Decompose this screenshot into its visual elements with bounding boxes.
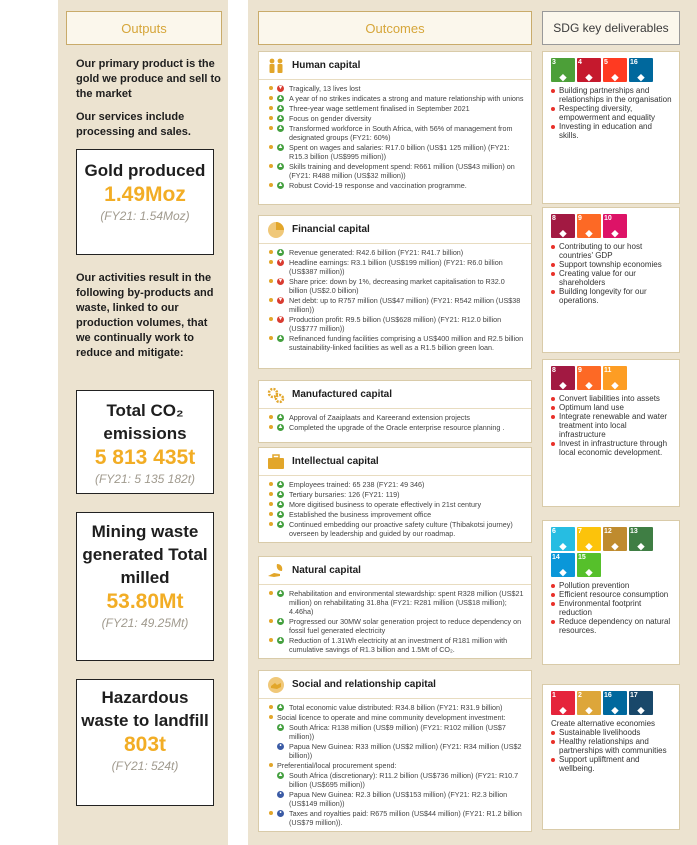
capital-list-item	[269, 258, 525, 276]
capital-header	[259, 671, 531, 699]
bullet-dot	[269, 183, 273, 187]
capital-list-text: Focus on gender diversity	[289, 114, 372, 123]
capital-list-text: Reduction of 1.31Wh electricity at an investment of R181 million with cumulative savings of R1.3 billion and 1.5Mt of CO₂.	[289, 636, 508, 654]
sdg-glyph-icon: ◆	[559, 541, 567, 551]
capital-list-item	[269, 181, 525, 190]
sdg-list-item: Healthy relationships and partnerships with communities	[551, 737, 673, 755]
capital-list-text: Rehabilitation and environmental stewardship: spent R328 million (US$21 million) on rehabilitating 31.8ha (FY21: R281 million (US$18 million); 4.46ha)	[289, 589, 524, 616]
kpi-value: 803t	[123, 733, 167, 756]
kpi-total-co2	[76, 390, 214, 494]
sdg-icons	[543, 521, 679, 581]
trend-up-icon: ▲	[277, 414, 284, 420]
sdg-manufactured-panel	[542, 359, 680, 507]
sdg-glyph-icon: ◆	[559, 228, 567, 238]
trend-neutral-icon: •	[277, 791, 284, 798]
capital-list-item	[269, 162, 525, 180]
capital-list-item	[269, 809, 525, 827]
sdg-list	[543, 86, 679, 146]
capital-list-item	[269, 104, 525, 113]
capital-list-item	[269, 94, 525, 103]
sdg-list-item: Optimum land use	[551, 403, 673, 412]
capital-list-item	[269, 703, 525, 712]
capital-list-item	[269, 636, 525, 654]
kpi-prev: (FY21: 1.54Moz)	[100, 209, 190, 223]
capital-list-item	[269, 413, 525, 422]
sdg-list-item: Support upliftment and wellbeing.	[551, 755, 673, 773]
sdg-goal-number: 10	[604, 215, 612, 222]
kpi-prev: (FY21: 5 135 182t)	[94, 472, 196, 486]
bullet-dot	[269, 260, 273, 264]
capital-list-text: Transformed workforce in South Africa, with 56% of management from designated groups (FY21: 60%)	[289, 124, 513, 142]
sdg-goal-number: 7	[578, 528, 582, 535]
trend-down-icon: ▼	[277, 85, 284, 91]
sdg-goal-icon	[577, 366, 601, 390]
sdg-goal-icon	[551, 58, 575, 82]
sdg-goal-number: 4	[578, 59, 582, 66]
trend-up-icon: ▲	[277, 501, 284, 507]
sdg-goal-number: 5	[604, 59, 608, 66]
trend-up-icon: ▲	[277, 95, 284, 101]
sdg-list-item: Respecting diversity, empowerment and equality	[551, 104, 673, 122]
sdg-goal-number: 6	[552, 528, 556, 535]
trend-up-icon: ▲	[277, 590, 284, 596]
sdg-goal-number: 12	[604, 528, 612, 535]
sdg-list	[543, 394, 679, 463]
kpi-value: 53.80Mt	[106, 590, 184, 613]
capital-title: Manufactured capital	[292, 389, 393, 400]
handshake-icon	[267, 676, 285, 694]
capital-list-text: More digitised business to operate effectively in 21st century	[289, 500, 482, 509]
outcomes-header: Outcomes	[258, 11, 532, 45]
sdg-goal-number: 9	[578, 215, 582, 222]
kpi-mining-waste	[76, 512, 214, 661]
sdg-goal-icon	[577, 527, 601, 551]
sdg-glyph-icon: ◆	[585, 541, 593, 551]
sdg-natural-panel	[542, 520, 680, 665]
kpi-value: 1.49Moz	[104, 183, 186, 206]
sdg-goal-icon	[629, 527, 653, 551]
sdg-list-item: Integrate renewable and water treatment into local infrastructure	[551, 412, 673, 439]
capital-list-item	[269, 248, 525, 257]
sdg-list	[543, 242, 679, 311]
capital-list-text: Employees trained: 65 238 (FY21: 49 346)	[289, 480, 425, 489]
trend-up-icon: ▲	[277, 182, 284, 188]
sdg-list-item: Building longevity for our operations.	[551, 287, 673, 305]
capital-list	[259, 409, 531, 437]
capital-list-text: Refinanced funding facilities comprising a US$400 million and R2.5 billion sustainability-linked facilities as well as a R1.5 billion green loan.	[289, 334, 524, 352]
bullet-dot	[269, 522, 273, 526]
trend-up-icon: ▲	[277, 637, 284, 643]
sdg-glyph-icon: ◆	[559, 380, 567, 390]
sdg-goal-number: 1	[552, 692, 556, 699]
capital-list-text: Revenue generated: R42.6 billion (FY21: R41.7 billion)	[289, 248, 464, 257]
capital-list-text: Papua New Guinea: R33 million (US$2 million) (FY21: R34 million (US$2 billion))	[289, 742, 522, 760]
sdg-icons	[543, 360, 679, 394]
capital-list-text: Papua New Guinea: R2.3 billion (US$153 million) (FY21: R2.3 billion (US$149 million))	[289, 790, 508, 808]
capital-list-text: Share price: down by 1%, decreasing market capitalisation to R32.0 billion (US$2.0 billion)	[289, 277, 505, 295]
capital-list-text: Approval of Zaaiplaats and Kareerand extension projects	[289, 413, 470, 422]
capital-list-text: Headline earnings: R3.1 billion (US$199 million) (FY21: R6.0 billion (US$387 million))	[289, 258, 503, 276]
bullet-dot	[269, 619, 273, 623]
capital-list-item	[269, 277, 525, 295]
sdg-glyph-icon: ◆	[585, 228, 593, 238]
sdg-list	[543, 719, 679, 779]
sdg-list-item: Creating value for our shareholders	[551, 269, 673, 287]
sdg-goal-icon	[603, 691, 627, 715]
bullet-dot	[269, 279, 273, 283]
sdg-goal-icon	[551, 691, 575, 715]
bullet-dot	[269, 492, 273, 496]
sdg-list-item: Efficient resource consumption	[551, 590, 673, 599]
capital-list-item	[269, 589, 525, 616]
trend-up-icon: ▲	[277, 144, 284, 150]
trend-up-icon: ▲	[277, 772, 284, 778]
bullet-dot	[269, 638, 273, 642]
trend-up-icon: ▲	[277, 424, 284, 430]
capital-list-item	[269, 84, 525, 93]
capital-list-item	[269, 114, 525, 123]
sdg-goal-icon	[603, 366, 627, 390]
capital-list-item	[269, 296, 525, 314]
capital-list	[259, 476, 531, 543]
capital-list	[259, 80, 531, 195]
bullet-dot	[269, 317, 273, 321]
natural-capital-panel	[258, 556, 532, 659]
capital-list-text: Progressed our 30MW solar generation project to reduce dependency on fossil fuel generated electricity	[289, 617, 522, 635]
sdg-goal-number: 16	[604, 692, 612, 699]
capital-header	[259, 216, 531, 244]
sdg-goal-icon	[577, 691, 601, 715]
kpi-gold-produced	[76, 149, 214, 255]
bullet-dot	[269, 336, 273, 340]
sdg-financial-panel	[542, 207, 680, 353]
capital-list-text: Social licence to operate and mine community development investment:	[277, 713, 506, 722]
bullet-dot	[269, 106, 273, 110]
capital-list-text: Continued embedding our proactive safety culture (Thibakotsi journey) overseen by leadership and guided by our roadmap.	[289, 520, 513, 538]
sdg-list-item: Investing in education and skills.	[551, 122, 673, 140]
sdg-glyph-icon: ◆	[585, 72, 593, 82]
capital-list-item	[269, 315, 525, 333]
sdg-glyph-icon: ◆	[611, 705, 619, 715]
kpi-title: Total CO₂ emissions	[103, 401, 187, 443]
capital-list-item	[269, 617, 525, 635]
sdg-list-item: Convert liabilities into assets	[551, 394, 673, 403]
sdg-glyph-icon: ◆	[559, 705, 567, 715]
sdg-glyph-icon: ◆	[611, 380, 619, 390]
capital-list-text: Taxes and royalties paid: R675 million (US$44 million) (FY21: R1.2 billion (US$79 million)).	[289, 809, 522, 827]
capital-title: Financial capital	[292, 224, 370, 235]
capital-list-text: Production profit: R9.5 billion (US$628 million) (FY21: R12.0 billion (US$777 million))	[289, 315, 502, 333]
trend-up-icon: ▲	[277, 521, 284, 527]
bullet-dot	[269, 763, 273, 767]
sdg-goal-number: 16	[630, 59, 638, 66]
bullet-dot	[269, 512, 273, 516]
gears-icon	[267, 386, 285, 404]
sdg-goal-icon	[551, 366, 575, 390]
sdg-goal-icon	[629, 58, 653, 82]
capital-list-item	[269, 480, 525, 489]
kpi-title: Mining waste generated Total milled	[82, 522, 208, 587]
trend-down-icon: ▼	[277, 278, 284, 284]
capital-list-text: Tertiary bursaries: 126 (FY21: 119)	[289, 490, 400, 499]
outputs-header: Outputs	[66, 11, 222, 45]
trend-up-icon: ▲	[277, 335, 284, 341]
capital-header	[259, 557, 531, 585]
financial-capital-panel	[258, 215, 532, 369]
bullet-dot	[269, 86, 273, 90]
sdg-goal-icon	[577, 214, 601, 238]
trend-neutral-icon: •	[277, 743, 284, 750]
capital-list-text: South Africa (discretionary): R11.2 billion (US$736 million) (FY21: R10.7 billion (US$695 million))	[289, 771, 519, 789]
trend-up-icon: ▲	[277, 481, 284, 487]
sdg-goal-icon	[603, 214, 627, 238]
sdg-list-item: Invest in infrastructure through local economic development.	[551, 439, 673, 457]
sdg-goal-number: 15	[578, 554, 586, 561]
sdg-lead-text: Create alternative economies	[551, 719, 656, 728]
sdg-list-item: Environmental footprint reduction	[551, 599, 673, 617]
sdg-glyph-icon: ◆	[637, 72, 645, 82]
sdg-glyph-icon: ◆	[585, 567, 593, 577]
capital-list-item	[269, 490, 525, 499]
bullet-dot	[269, 145, 273, 149]
sdg-goal-number: 2	[578, 692, 582, 699]
trend-up-icon: ▲	[277, 249, 284, 255]
sdg-glyph-icon: ◆	[637, 705, 645, 715]
trend-down-icon: ▼	[277, 316, 284, 322]
trend-up-icon: ▲	[277, 491, 284, 497]
sdg-social-panel	[542, 684, 680, 830]
services-text: Our services include processing and sales.	[76, 111, 191, 138]
kpi-value: 5 813 435t	[94, 446, 196, 469]
trend-up-icon: ▲	[277, 704, 284, 710]
trend-up-icon: ▲	[277, 724, 284, 730]
capital-list-item	[269, 723, 525, 741]
sdg-goal-icon	[577, 553, 601, 577]
sdg-glyph-icon: ◆	[611, 72, 619, 82]
capital-list-text: Three-year wage settlement finalised in September 2021	[289, 104, 470, 113]
sdg-goal-icon	[603, 527, 627, 551]
bullet-dot	[269, 250, 273, 254]
sdg-list-item: Building partnerships and relationships in the organisation	[551, 86, 673, 104]
sdg-goal-number: 14	[552, 554, 560, 561]
sdg-goal-number: 8	[552, 367, 556, 374]
sdg-goal-number: 13	[630, 528, 638, 535]
activities-text: Our activities result in the following by-products and waste, linked to our production volumes, that we continually work to reduce and mitigate:	[76, 272, 214, 359]
capital-list-text: Total economic value distributed: R34.8 billion (FY21: R31.9 billion)	[289, 703, 503, 712]
capital-list	[259, 585, 531, 659]
trend-up-icon: ▲	[277, 105, 284, 111]
capital-list-item	[269, 790, 525, 808]
sdg-glyph-icon: ◆	[637, 541, 645, 551]
sdg-goal-number: 11	[604, 367, 612, 374]
capital-list-text: South Africa: R138 million (US$9 million) (FY21: R102 million (US$7 million))	[289, 723, 506, 741]
social-capital-panel	[258, 670, 532, 832]
capital-list	[259, 699, 531, 832]
sdg-list-item: Sustainable livelihoods	[551, 728, 673, 737]
trend-up-icon: ▲	[277, 163, 284, 169]
bullet-dot	[269, 705, 273, 709]
capital-list-text: Completed the upgrade of the Oracle enterprise resource planning .	[289, 423, 505, 432]
sdg-icons	[543, 208, 679, 242]
sdg-goal-icon	[629, 691, 653, 715]
capital-title: Human capital	[292, 60, 361, 71]
people-icon	[267, 57, 285, 75]
capital-header	[259, 448, 531, 476]
capital-list-item	[269, 124, 525, 142]
capital-list-item	[269, 761, 525, 770]
kpi-title: Hazardous waste to landfill	[81, 688, 209, 730]
sdg-icons	[543, 685, 679, 719]
manufactured-capital-panel	[258, 380, 532, 443]
capital-title: Social and relationship capital	[292, 679, 436, 690]
capital-list-item	[269, 520, 525, 538]
sdg-goal-icon	[551, 214, 575, 238]
sdg-list	[543, 581, 679, 641]
sdg-goal-number: 8	[552, 215, 556, 222]
trend-neutral-icon: •	[277, 810, 284, 817]
sdg-list-item: Support township economies	[551, 260, 673, 269]
capital-header	[259, 52, 531, 80]
sdg-human-panel	[542, 51, 680, 204]
bullet-dot	[269, 591, 273, 595]
sdg-glyph-icon: ◆	[585, 705, 593, 715]
intellectual-capital-panel	[258, 447, 532, 543]
capital-list	[259, 244, 531, 357]
capital-list-text: Robust Covid-19 response and vaccination programme.	[289, 181, 467, 190]
sdg-goal-number: 3	[552, 59, 556, 66]
bullet-dot	[269, 96, 273, 100]
trend-up-icon: ▲	[277, 618, 284, 624]
capital-list-item	[269, 143, 525, 161]
kpi-title: Gold produced	[84, 161, 206, 180]
bullet-dot	[269, 415, 273, 419]
sdg-glyph-icon: ◆	[559, 567, 567, 577]
capital-list-text: Tragically, 13 lives lost	[289, 84, 361, 93]
sdg-icons	[543, 52, 679, 86]
sdg-list-item: Contributing to our host countries' GDP	[551, 242, 673, 260]
trend-down-icon: ▼	[277, 297, 284, 303]
trend-up-icon: ▲	[277, 115, 284, 121]
bullet-dot	[269, 164, 273, 168]
capital-list-item	[269, 334, 525, 352]
sdg-list-item: Reduce dependency on natural resources.	[551, 617, 673, 635]
hand-leaf-icon	[267, 562, 285, 580]
trend-up-icon: ▲	[277, 511, 284, 517]
capital-header	[259, 381, 531, 409]
capital-list-text: Preferential/local procurement spend:	[277, 761, 397, 770]
bullet-dot	[269, 116, 273, 120]
sdg-goal-icon	[603, 58, 627, 82]
capital-list-item	[269, 771, 525, 789]
sdg-header: SDG key deliverables	[542, 11, 680, 45]
bullet-dot	[269, 298, 273, 302]
capital-list-item	[269, 742, 525, 760]
capital-list-item	[269, 510, 525, 519]
sdg-glyph-icon: ◆	[585, 380, 593, 390]
pie-chart-icon	[267, 221, 285, 239]
sdg-list-item: Pollution prevention	[551, 581, 673, 590]
capital-title: Intellectual capital	[292, 456, 379, 467]
sdg-glyph-icon: ◆	[611, 541, 619, 551]
bullet-dot	[269, 715, 273, 719]
sdg-glyph-icon: ◆	[611, 228, 619, 238]
capital-list-text: A year of no strikes indicates a strong and mature relationship with unions	[289, 94, 524, 103]
capital-list-text: Net debt: up to R757 million (US$47 million) (FY21: R542 million (US$38 million))	[289, 296, 521, 314]
bullet-dot	[269, 425, 273, 429]
trend-down-icon: ▼	[277, 259, 284, 265]
capital-list-item	[269, 423, 525, 432]
capital-list-text: Spent on wages and salaries: R17.0 billion (US$1 125 million) (FY21: R15.3 billion (US$995 million))	[289, 143, 510, 161]
capital-list-text: Skills training and development spend: R661 million (US$43 million) on (FY21: R488 million (US$32 million))	[289, 162, 515, 180]
bullet-dot	[269, 126, 273, 130]
capital-list-text: Established the business improvement office	[289, 510, 432, 519]
human-capital-panel	[258, 51, 532, 205]
sdg-goal-icon	[577, 58, 601, 82]
bullet-dot	[269, 502, 273, 506]
sdg-goal-number: 17	[630, 692, 638, 699]
bullet-dot	[269, 811, 273, 815]
sdg-goal-number: 9	[578, 367, 582, 374]
sdg-goal-icon	[551, 553, 575, 577]
trend-up-icon: ▲	[277, 125, 284, 131]
bullet-dot	[269, 482, 273, 486]
kpi-prev: (FY21: 524t)	[111, 759, 179, 773]
kpi-hazardous-waste	[76, 679, 214, 806]
kpi-prev: (FY21: 49.25Mt)	[101, 616, 189, 630]
primary-product-text: Our primary product is the gold we produce and sell to the market	[76, 58, 221, 100]
capital-list-item	[269, 713, 525, 722]
briefcase-icon	[267, 453, 285, 471]
capital-list-item	[269, 500, 525, 509]
sdg-glyph-icon: ◆	[559, 72, 567, 82]
sdg-goal-icon	[551, 527, 575, 551]
capital-title: Natural capital	[292, 565, 361, 576]
